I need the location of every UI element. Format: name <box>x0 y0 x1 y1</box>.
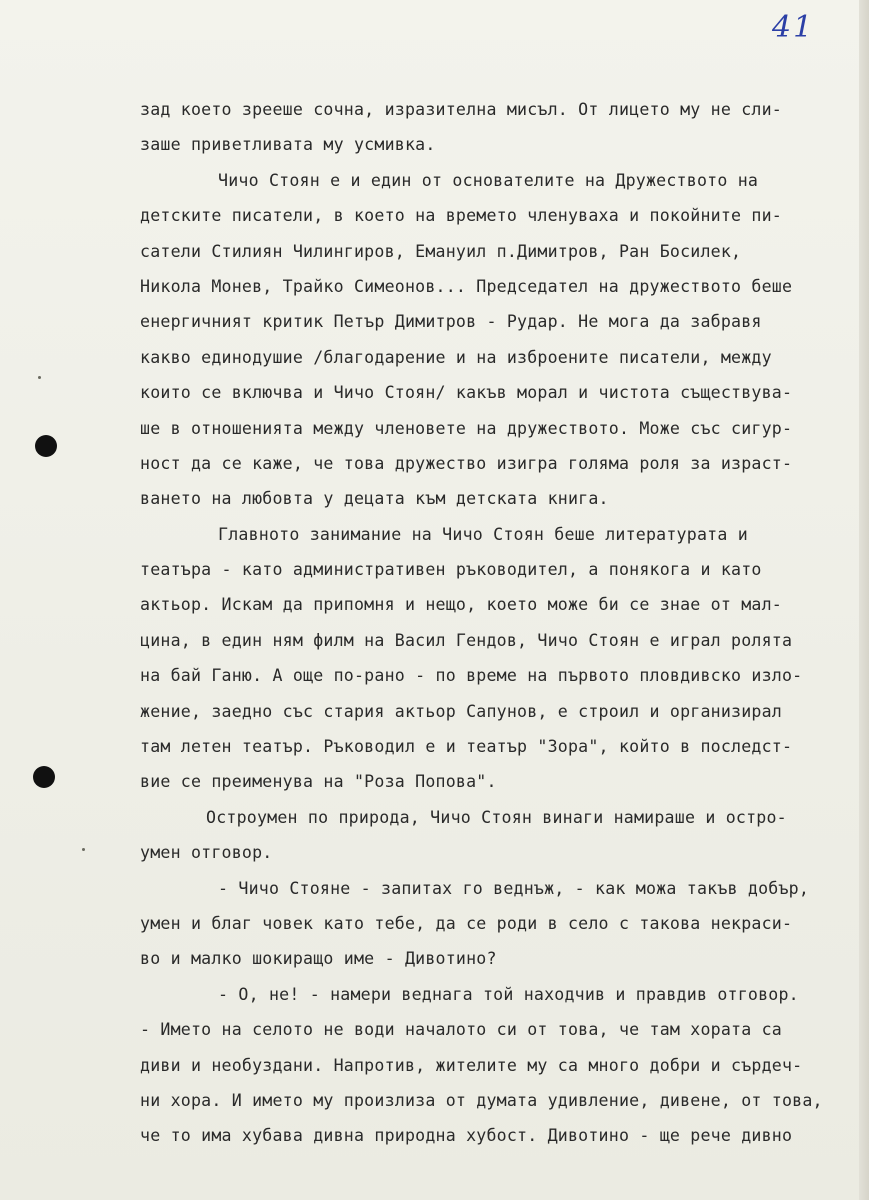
punch-hole-bottom <box>33 766 55 788</box>
text-line: ването на любовта у децата към детската книга. <box>140 489 609 509</box>
text-line: зад което зрееше сочна, изразителна мисъл. От лицето му не сли- <box>140 100 782 119</box>
text-line: во и малко шокиращо име - Дивотино? <box>140 949 497 969</box>
text-line: какво единодушие /благодарение и на изброените писатели, между <box>140 347 772 367</box>
text-line: детските писатели, в което на времето членуваха и покойните пи- <box>140 206 782 226</box>
dialogue-line: - О, не! - намери веднага той находчив и правдив отговор. <box>218 984 799 1004</box>
text-line: актьор. Искам да припомня и нещо, което може би се знае от мал- <box>140 595 782 615</box>
handwritten-page-number: 41 <box>772 10 815 45</box>
paper-speck <box>82 848 85 851</box>
dialogue-line: - Чичо Стояне - запитах го веднъж, - как можа такъв добър, <box>218 878 810 898</box>
text-line: вие се преименува на "Роза Попова". <box>140 772 497 792</box>
text-line: театъра - като административен ръководител, а понякога и като <box>140 560 762 580</box>
text-line: ни хора. И името му произлиза от думата удивление, дивене, от това, <box>140 1090 823 1110</box>
text-line: че то има хубава дивна природна хубост. Дивотино - ще рече дивно <box>140 1126 793 1146</box>
paragraph-start-line: Чичо Стоян е и един от основателите на Дружеството на <box>218 170 759 190</box>
text-line: на бай Ганю. А още по-рано - по време на първото пловдивско изло- <box>140 666 803 686</box>
text-line: умен и благ човек като тебе, да се роди в село с такова некраси- <box>140 913 793 933</box>
text-line: които се включва и Чичо Стоян/ какъв морал и чистота съществува- <box>140 383 793 403</box>
punch-hole-top <box>35 435 57 457</box>
text-line: - Името на селото не води началото си от това, че там хората са <box>140 1020 782 1040</box>
paragraph-start-line: Остроумен по природа, Чичо Стоян винаги намираше и остро- <box>206 807 787 827</box>
page-edge <box>859 0 869 1200</box>
text-line: жение, заедно със стария актьор Сапунов, е строил и организирал <box>140 701 782 721</box>
text-line: сатели Стилиян Чилингиров, Емануил п.Димитров, Ран Босилек, <box>140 241 742 261</box>
text-line: умен отговор. <box>140 843 273 863</box>
text-line: енергичният критик Петър Димитров - Рудар. Не мога да забравя <box>140 312 762 332</box>
paper-speck <box>38 376 41 379</box>
typewritten-text <box>140 92 840 1154</box>
text-line: диви и необуздани. Напротив, жителите му са много добри и сърдеч- <box>140 1055 803 1075</box>
text-line: ност да се каже, че това дружество изигра голяма роля за израст- <box>140 453 793 473</box>
text-line: Никола Монев, Трайко Симеонов... Председател на дружеството беше <box>140 276 793 296</box>
text-line: цина, в един ням филм на Васил Гендов, Чичо Стоян е играл ролята <box>140 630 793 650</box>
text-line: заше приветливата му усмивка. <box>140 135 436 155</box>
paragraph-start-line: Главното занимание на Чичо Стоян беше литературата и <box>218 524 748 544</box>
text-line: ше в отношенията между членовете на дружеството. Може със сигур- <box>140 418 793 438</box>
text-line: там летен театър. Ръководил е и театър "Зора", който в последст- <box>140 737 793 757</box>
